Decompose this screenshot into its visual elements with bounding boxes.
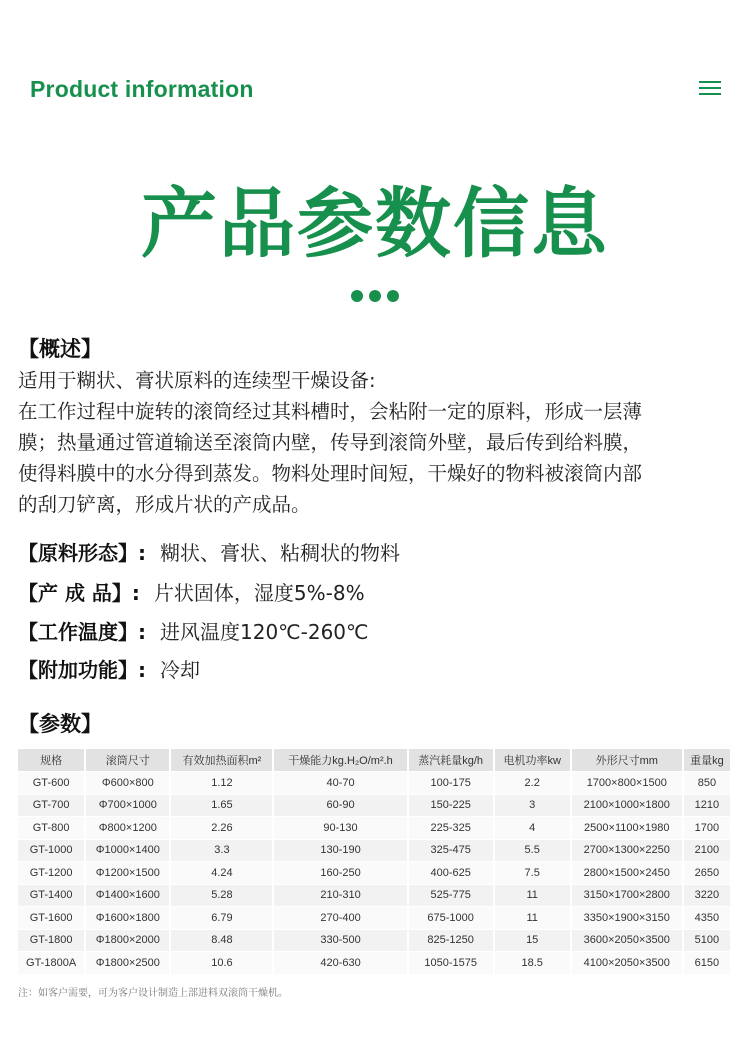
overview-section (18, 333, 732, 520)
table-cell: GT-1200 (18, 861, 86, 884)
table-cell: 18.5 (495, 951, 572, 974)
params-heading: 【参数】 (18, 712, 102, 736)
table-cell: 5.28 (171, 884, 274, 907)
table-note: 注：如客户需要，可为客户设计制造上部进料双滚筒干燥机。 (18, 988, 288, 999)
table-cell: 2100×1000×1800 (572, 794, 684, 817)
attribute-value: 片状固体，湿度5%-8% (153, 581, 365, 605)
decorative-dots (0, 287, 750, 301)
table-cell: 4 (495, 816, 572, 839)
table-cell: 8.48 (171, 929, 274, 952)
table-cell: GT-1000 (18, 839, 86, 862)
table-cell: 160-250 (274, 861, 408, 884)
table-header-row (18, 749, 732, 771)
table-cell: 225-325 (409, 816, 495, 839)
table-cell: 3600×2050×3500 (572, 929, 684, 952)
table-cell: 5.5 (495, 839, 572, 862)
attribute-value: 进风温度120℃-260℃ (160, 620, 369, 644)
dot-icon (369, 290, 381, 302)
table-cell: 5100 (684, 929, 732, 952)
table-cell: 40-70 (274, 771, 408, 794)
column-header: 有效加热面积m² (171, 749, 274, 771)
table-body (18, 771, 732, 974)
table-cell: 4350 (684, 906, 732, 929)
attribute-value: 冷却 (160, 658, 200, 682)
column-header: 重量kg (684, 749, 732, 771)
menu-line (699, 87, 721, 89)
table-cell: 6150 (684, 951, 732, 974)
table-row (18, 816, 732, 839)
table-cell: 825-1250 (409, 929, 495, 952)
table-cell: 150-225 (409, 794, 495, 817)
table-cell: 10.6 (171, 951, 274, 974)
table-cell: 2.26 (171, 816, 274, 839)
table-cell: 330-500 (274, 929, 408, 952)
overview-line: 在工作过程中旋转的滚筒经过其料槽时，会粘附一定的原料，形成一层薄 (18, 400, 643, 423)
table-cell: 1050-1575 (409, 951, 495, 974)
table-cell: 270-400 (274, 906, 408, 929)
table-cell: 2700×1300×2250 (572, 839, 684, 862)
table-row (18, 884, 732, 907)
table-cell: 1700 (684, 816, 732, 839)
table-cell: GT-600 (18, 771, 86, 794)
overview-heading: 【概述】 (18, 337, 102, 361)
table-cell: 325-475 (409, 839, 495, 862)
page-header-title: Product information (30, 76, 254, 102)
overview-line: 的刮刀铲离，形成片状的产成品。 (18, 493, 311, 516)
table-cell: 3350×1900×3150 (572, 906, 684, 929)
table-cell: 1.65 (171, 794, 274, 817)
table-cell: 3 (495, 794, 572, 817)
table-cell: 7.5 (495, 861, 572, 884)
table-cell: 2100 (684, 839, 732, 862)
column-header: 蒸汽耗量kg/h (409, 749, 495, 771)
table-cell: Φ700×1000 (86, 794, 171, 817)
attribute-value: 糊状、膏状、粘稠状的物料 (160, 541, 400, 565)
attribute-key: 【附加功能】: (18, 658, 146, 682)
table-row (18, 794, 732, 817)
top-bar (0, 0, 750, 150)
attribute-row (18, 578, 365, 608)
table-cell: GT-1800 (18, 929, 86, 952)
table-cell: Φ1200×1500 (86, 861, 171, 884)
dot-icon (387, 290, 399, 302)
column-header: 电机功率kw (495, 749, 572, 771)
table-cell: 4100×2050×3500 (572, 951, 684, 974)
dot-icon (351, 290, 363, 302)
table-row (18, 951, 732, 974)
table-cell: 3150×1700×2800 (572, 884, 684, 907)
table-row (18, 771, 732, 794)
table-cell: GT-1400 (18, 884, 86, 907)
attribute-key: 【产 成 品】: (18, 581, 140, 605)
overview-line: 膜；热量通过管道输送至滚筒内壁，传导到滚筒外壁，最后传到给料膜， (18, 431, 643, 454)
attribute-row (18, 617, 369, 647)
menu-line (699, 81, 721, 83)
table-cell: 210-310 (274, 884, 408, 907)
table-cell: 420-630 (274, 951, 408, 974)
hamburger-menu-icon[interactable] (699, 80, 721, 97)
table-cell: 3220 (684, 884, 732, 907)
params-table (18, 749, 732, 974)
table-row (18, 929, 732, 952)
table-cell: 4.24 (171, 861, 274, 884)
column-header: 干燥能力kg.H₂O/m².h (274, 749, 408, 771)
table-cell: Φ800×1200 (86, 816, 171, 839)
column-header: 规格 (18, 749, 86, 771)
overview-line: 使得料膜中的水分得到蒸发。物料处理时间短，干燥好的物料被滚筒内部 (18, 462, 643, 485)
table-cell: Φ1800×2500 (86, 951, 171, 974)
hero-title: 产品参数信息 (141, 179, 609, 268)
table-cell: 11 (495, 884, 572, 907)
table-cell: 60-90 (274, 794, 408, 817)
table-cell: Φ1800×2000 (86, 929, 171, 952)
attribute-row (18, 538, 400, 568)
attribute-key: 【原料形态】: (18, 541, 146, 565)
table-row (18, 839, 732, 862)
table-cell: 2650 (684, 861, 732, 884)
table-cell: 15 (495, 929, 572, 952)
table-cell: GT-800 (18, 816, 86, 839)
table-cell: Φ600×800 (86, 771, 171, 794)
table-cell: 90-130 (274, 816, 408, 839)
table-cell: Φ1600×1800 (86, 906, 171, 929)
table-cell: 1.12 (171, 771, 274, 794)
attribute-row (18, 655, 200, 685)
column-header: 外形尺寸mm (572, 749, 684, 771)
menu-line (699, 93, 721, 95)
table-cell: 130-190 (274, 839, 408, 862)
table-cell: 2800×1500×2450 (572, 861, 684, 884)
table-cell: 2.2 (495, 771, 572, 794)
table-cell: 850 (684, 771, 732, 794)
table-cell: 1700×800×1500 (572, 771, 684, 794)
table-cell: 100-175 (409, 771, 495, 794)
table-cell: 3.3 (171, 839, 274, 862)
table-cell: 11 (495, 906, 572, 929)
column-header: 滚筒尺寸 (86, 749, 171, 771)
table-cell: 525-775 (409, 884, 495, 907)
table-cell: 6.79 (171, 906, 274, 929)
table-cell: GT-1600 (18, 906, 86, 929)
table-cell: Φ1400×1600 (86, 884, 171, 907)
table-cell: GT-1800A (18, 951, 86, 974)
table-cell: 675-1000 (409, 906, 495, 929)
table-cell: Φ1000×1400 (86, 839, 171, 862)
table-cell: 1210 (684, 794, 732, 817)
attribute-key: 【工作温度】: (18, 620, 146, 644)
table-cell: GT-700 (18, 794, 86, 817)
table-cell: 2500×1100×1980 (572, 816, 684, 839)
table-row (18, 906, 732, 929)
overview-line: 适用于糊状、膏状原料的连续型干燥设备: (18, 369, 376, 392)
table-row (18, 861, 732, 884)
table-cell: 400-625 (409, 861, 495, 884)
